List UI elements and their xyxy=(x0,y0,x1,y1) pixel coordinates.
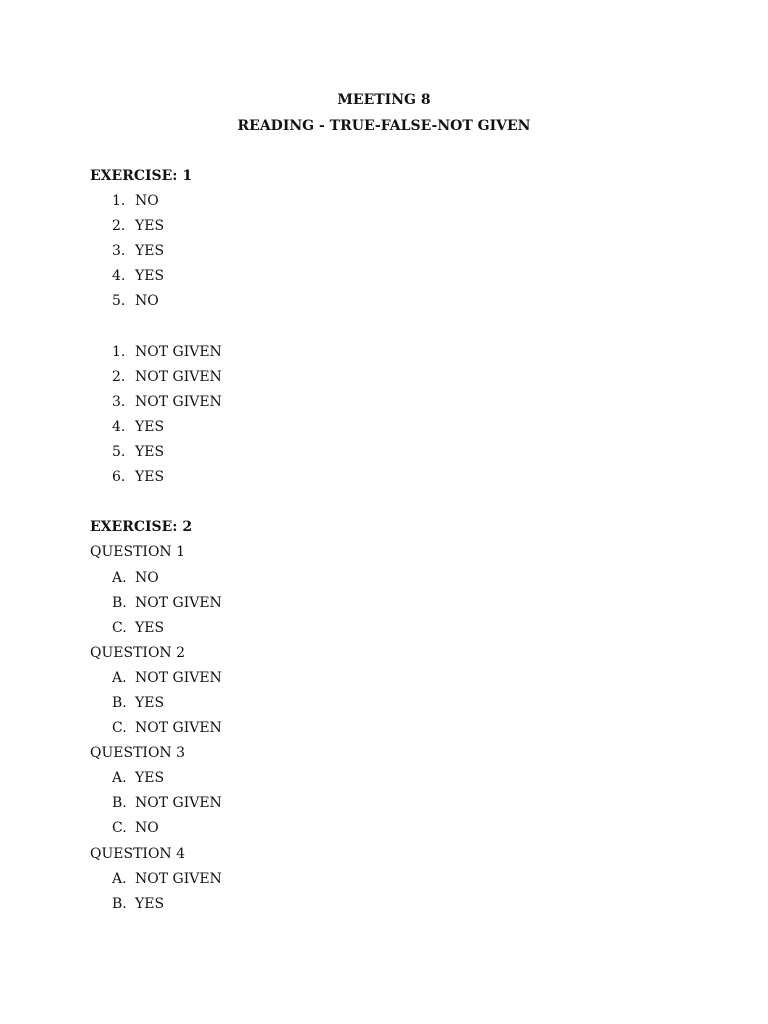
list-item xyxy=(90,668,690,693)
list-item xyxy=(90,869,690,894)
item-answer: NOT GIVEN xyxy=(135,720,222,737)
item-marker: 2. xyxy=(112,218,126,235)
item-answer: YES xyxy=(135,895,165,912)
item-marker: B. xyxy=(112,895,127,912)
item-answer: YES xyxy=(135,619,165,636)
exercise-1-list-b xyxy=(90,342,690,493)
question-1-block xyxy=(90,542,690,642)
item-marker: 5. xyxy=(112,444,126,461)
item-answer: YES xyxy=(135,469,165,486)
item-answer: YES xyxy=(135,268,165,285)
item-answer: NOT GIVEN xyxy=(135,393,222,410)
list-item xyxy=(90,818,690,843)
item-answer: YES xyxy=(135,694,165,711)
list-item xyxy=(90,266,690,291)
exercise-2-heading: EXERCISE: 2 xyxy=(90,519,193,536)
item-marker: 3. xyxy=(112,393,126,410)
meeting-title: MEETING 8 xyxy=(337,92,431,108)
item-marker: C. xyxy=(112,619,127,636)
question-label: QUESTION 1 xyxy=(90,544,186,561)
item-answer: NO xyxy=(135,293,159,310)
question-3-block xyxy=(90,743,690,843)
list-item xyxy=(90,693,690,718)
list-item xyxy=(90,467,690,492)
list-item xyxy=(90,342,690,367)
item-marker: 4. xyxy=(112,418,126,435)
item-marker: C. xyxy=(112,720,127,737)
list-item xyxy=(90,191,690,216)
item-answer: NOT GIVEN xyxy=(135,594,222,611)
list-item xyxy=(90,894,690,919)
list-item xyxy=(90,392,690,417)
item-marker: 1. xyxy=(112,193,126,210)
item-marker: B. xyxy=(112,694,127,711)
question-4-block xyxy=(90,844,690,919)
question-label: QUESTION 3 xyxy=(90,745,186,762)
list-item xyxy=(90,768,690,793)
item-marker: 6. xyxy=(112,469,126,486)
item-marker: A. xyxy=(112,669,127,686)
item-answer: NOT GIVEN xyxy=(135,795,222,812)
item-answer: NO xyxy=(135,569,159,586)
item-answer: NOT GIVEN xyxy=(135,368,222,385)
item-marker: 3. xyxy=(112,243,126,260)
list-item xyxy=(90,618,690,643)
item-answer: NO xyxy=(135,193,159,210)
item-marker: 1. xyxy=(112,343,126,360)
list-item xyxy=(90,417,690,442)
item-answer: YES xyxy=(135,444,165,461)
list-item xyxy=(90,593,690,618)
item-answer: YES xyxy=(135,243,165,260)
list-item xyxy=(90,442,690,467)
item-marker: C. xyxy=(112,820,127,837)
item-marker: A. xyxy=(112,569,127,586)
item-marker: A. xyxy=(112,770,127,787)
list-item xyxy=(90,367,690,392)
spacer xyxy=(90,317,690,342)
question-label: QUESTION 4 xyxy=(90,845,186,862)
list-item xyxy=(90,291,690,316)
item-marker: B. xyxy=(112,795,127,812)
list-item xyxy=(90,241,690,266)
item-answer: YES xyxy=(135,218,165,235)
item-answer: NOT GIVEN xyxy=(135,669,222,686)
item-marker: 5. xyxy=(112,293,126,310)
item-answer: YES xyxy=(135,770,165,787)
question-2-block xyxy=(90,643,690,743)
exercise-1-heading: EXERCISE: 1 xyxy=(90,168,193,184)
reading-subtitle: READING - TRUE-FALSE-NOT GIVEN xyxy=(237,118,531,134)
answer-key-body xyxy=(90,166,690,919)
item-answer: NOT GIVEN xyxy=(135,343,222,360)
item-marker: A. xyxy=(112,870,127,887)
item-marker: B. xyxy=(112,594,127,611)
list-item xyxy=(90,568,690,593)
item-answer: NO xyxy=(135,820,159,837)
spacer xyxy=(90,492,690,517)
list-item xyxy=(90,216,690,241)
list-item xyxy=(90,718,690,743)
item-answer: YES xyxy=(135,418,165,435)
question-label: QUESTION 2 xyxy=(90,644,186,661)
exercise-1-list-a xyxy=(90,191,690,316)
list-item xyxy=(90,793,690,818)
item-marker: 2. xyxy=(112,368,126,385)
item-marker: 4. xyxy=(112,268,126,285)
item-answer: NOT GIVEN xyxy=(135,870,222,887)
